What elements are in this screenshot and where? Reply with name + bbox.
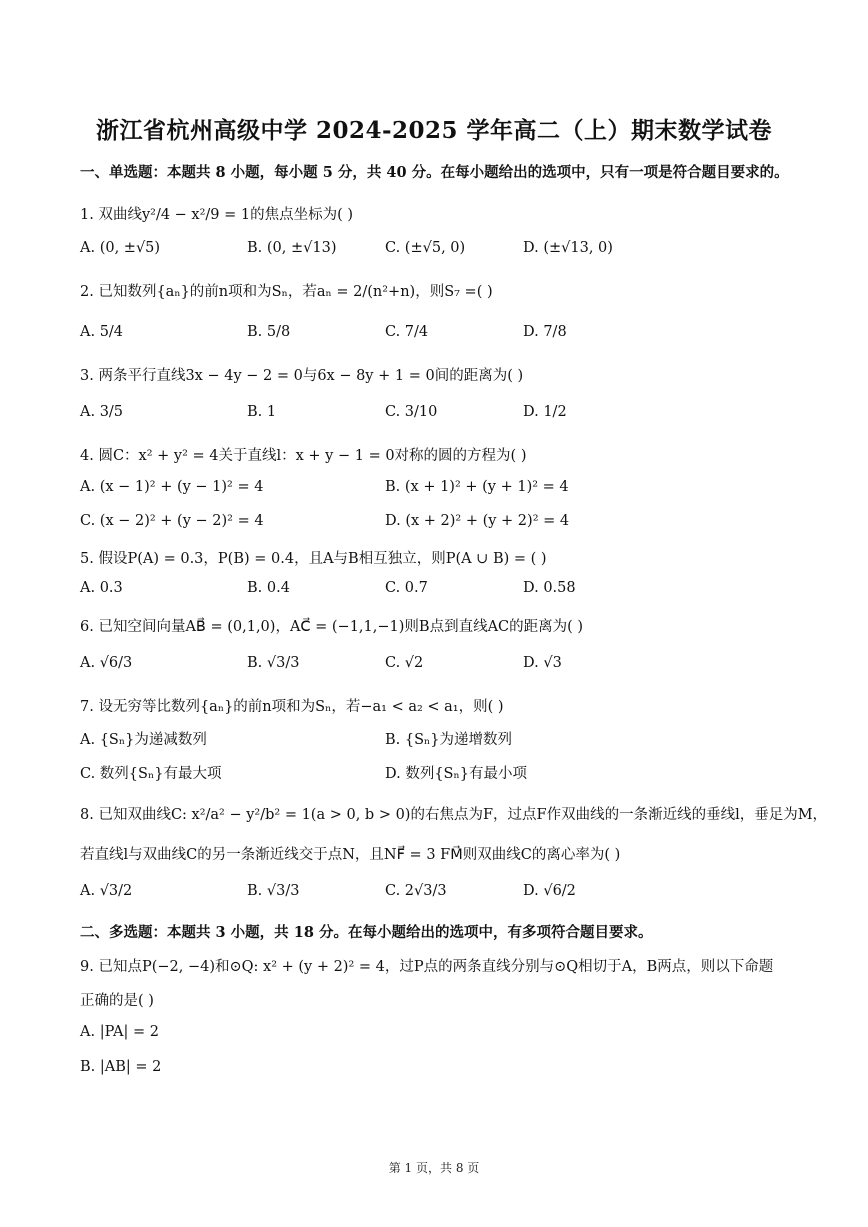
- page-footer: 第 1 页，共 8 页: [388, 1161, 480, 1175]
- question-6-stem: 6. 已知空间向量AB⃗ = (0,1,0)，AC⃗ = (−1,1,−1)则B点到直线AC的距离为( ): [80, 619, 584, 635]
- question-6-option-b: B. √3/3: [247, 655, 300, 671]
- question-8-stem-line-2: 若直线l与双曲线C的另一条渐近线交于点N，且NF⃗ = 3 FM⃗则双曲线C的离心率为( ): [80, 847, 621, 863]
- question-4-option-b: B. (x + 1)² + (y + 1)² = 4: [385, 479, 569, 495]
- question-1-option-d: D. (±√13, 0): [523, 240, 613, 256]
- question-9-option-a: A. |PA| = 2: [80, 1024, 159, 1040]
- question-7-option-d: D. 数列{Sₙ}有最小项: [385, 766, 527, 782]
- question-8-option-c: C. 2√3/3: [385, 883, 447, 899]
- question-3-option-c: C. 3/10: [385, 404, 438, 420]
- question-8-option-d: D. √6/2: [523, 883, 576, 899]
- question-8-stem-line-1: 8. 已知双曲线C: x²/a² − y²/b² = 1(a > 0, b > 0)的右焦点为F，过点F作双曲线的一条渐近线的垂线l，垂足为M，: [80, 807, 828, 823]
- question-4-stem: 4. 圆C：x² + y² = 4关于直线l：x + y − 1 = 0对称的圆的方程为( ): [80, 448, 527, 464]
- question-4-option-d: D. (x + 2)² + (y + 2)² = 4: [385, 513, 570, 529]
- question-5-option-b: B. 0.4: [247, 580, 290, 596]
- question-5-stem: 5. 假设P(A) = 0.3，P(B) = 0.4，且A与B相互独立，则P(A ∪ B) = ( ): [80, 551, 547, 567]
- question-5-option-a: A. 0.3: [80, 580, 123, 596]
- question-5-option-c: C. 0.7: [385, 580, 428, 596]
- question-2-option-b: B. 5/8: [247, 324, 291, 340]
- question-1-option-c: C. (±√5, 0): [385, 240, 466, 256]
- question-3-stem: 3. 两条平行直线3x − 4y − 2 = 0与6x − 8y + 1 = 0间的距离为( ): [80, 368, 524, 384]
- question-7-option-c: C. 数列{Sₙ}有最大项: [80, 766, 222, 782]
- question-1-option-b: B. (0, ±√13): [247, 240, 337, 256]
- question-9-stem-line-1: 9. 已知点P(−2, −4)和⊙Q: x² + (y + 2)² = 4，过P点的两条直线分别与⊙Q相切于A，B两点，则以下命题: [80, 959, 774, 975]
- question-2-option-c: C. 7/4: [385, 324, 429, 340]
- question-3-option-b: B. 1: [247, 404, 277, 420]
- question-7-option-a: A. {Sₙ}为递减数列: [80, 732, 207, 748]
- question-4-option-a: A. (x − 1)² + (y − 1)² = 4: [80, 479, 264, 495]
- question-8-option-b: B. √3/3: [247, 883, 300, 899]
- question-2-stem: 2. 已知数列{aₙ}的前n项和为Sₙ，若aₙ = 2/(n²+n)，则S₇ =( ): [80, 284, 493, 300]
- section-heading-multiple-choice: 二、多选题：本题共 3 小题，共 18 分。在每小题给出的选项中，有多项符合题目要求。: [80, 924, 653, 941]
- section-heading-single-choice: 一、单选题：本题共 8 小题，每小题 5 分，共 40 分。在每小题给出的选项中，只有一项是符合题目要求的。: [80, 164, 789, 181]
- question-1-option-a: A. (0, ±√5): [80, 240, 161, 256]
- question-9-stem-line-2: 正确的是( ): [80, 993, 154, 1009]
- question-2-option-d: D. 7/8: [523, 324, 567, 340]
- question-4-option-c: C. (x − 2)² + (y − 2)² = 4: [80, 513, 264, 529]
- question-2-option-a: A. 5/4: [80, 324, 124, 340]
- question-3-option-a: A. 3/5: [80, 404, 124, 420]
- question-6-option-a: A. √6/3: [80, 655, 133, 671]
- page-title: 浙江省杭州高级中学 2024-2025 学年高二（上）期末数学试卷: [95, 117, 773, 144]
- question-5-option-d: D. 0.58: [523, 580, 576, 596]
- question-3-option-d: D. 1/2: [523, 404, 567, 420]
- question-6-option-c: C. √2: [385, 655, 424, 671]
- question-7-option-b: B. {Sₙ}为递增数列: [385, 732, 513, 748]
- question-1-stem: 1. 双曲线y²/4 − x²/9 = 1的焦点坐标为( ): [80, 207, 354, 223]
- question-8-option-a: A. √3/2: [80, 883, 133, 899]
- question-6-option-d: D. √3: [523, 655, 562, 671]
- question-9-option-b: B. |AB| = 2: [80, 1059, 162, 1075]
- question-7-stem: 7. 设无穷等比数列{aₙ}的前n项和为Sₙ，若−a₁ < a₂ < a₁，则( ): [80, 699, 504, 715]
